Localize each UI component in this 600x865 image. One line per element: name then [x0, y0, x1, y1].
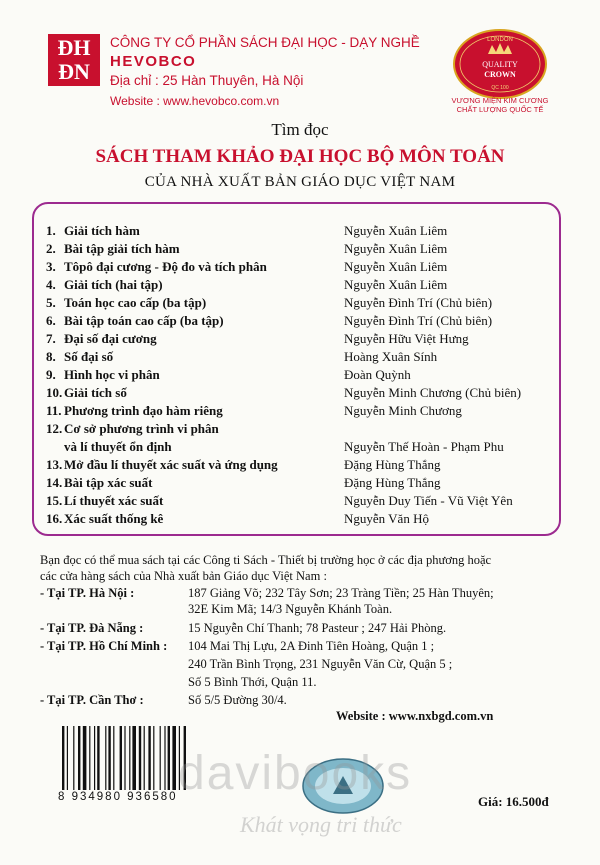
barcode-bar [153, 726, 154, 790]
city-hanoi: - Tại TP. Hà Nội : [40, 586, 135, 600]
watermark-slogan: Khát vọng tri thức [240, 812, 402, 837]
book-author: Nguyễn Thế Hoàn - Phạm Phu [344, 439, 504, 454]
book-title: Bài tập giải tích hàm [64, 241, 180, 256]
barcode-bar [78, 726, 80, 790]
address-line: Số 5 Bình Thới, Quận 11. [188, 675, 317, 689]
barcode-bar [120, 726, 122, 790]
quality-crown-badge [452, 28, 548, 100]
book-author: Nguyễn Đình Trí (Chủ biên) [344, 313, 493, 328]
book-number: 5. [46, 295, 56, 310]
barcode-bar [97, 726, 99, 790]
barcode-bar [108, 726, 110, 790]
city-cantho: - Tại TP. Cần Thơ : [40, 693, 144, 707]
book-number: 4. [46, 277, 56, 292]
book-title: Giải tích hàm [64, 223, 140, 238]
badge-top-text: LONDON [487, 37, 513, 43]
barcode-bar [132, 726, 136, 790]
book-number: 3. [46, 259, 56, 274]
barcode-bar [144, 726, 145, 790]
book-author: Nguyễn Văn Hộ [344, 511, 429, 526]
book-author: Nguyễn Xuân Liêm [344, 259, 448, 274]
book-author: Nguyễn Xuân Liêm [344, 223, 448, 238]
book-number: 16. [46, 511, 63, 526]
barcode-bar [67, 726, 68, 790]
book-author: Đặng Hùng Thắng [344, 457, 441, 472]
address-line: 15 Nguyễn Chí Thanh; 78 Pasteur ; 247 Hải Phòng. [188, 621, 447, 635]
book-list [32, 202, 561, 536]
book-title: Đại số đại cương [64, 331, 157, 346]
book-number: 6. [46, 313, 56, 328]
intro-line-1: Bạn đọc có thể mua sách tại các Công ti Sách - Thiết bị trường học ở các địa phương hoặc [40, 553, 492, 567]
barcode-bar [89, 726, 90, 790]
book-title: Cơ sở phương trình vi phân [64, 421, 219, 436]
book-author: Nguyễn Xuân Liêm [344, 277, 448, 292]
book-title: Lí thuyết xác suất [64, 493, 164, 508]
book-number: 9. [46, 367, 56, 382]
company-website[interactable]: Website : www.hevobco.com.vn [110, 94, 280, 108]
company-name: CÔNG TY CỔ PHẦN SÁCH ĐẠI HỌC - DẠY NGHỀ [110, 35, 420, 50]
barcode-bar [62, 726, 64, 790]
book-number: 14. [46, 475, 63, 490]
book-number: 13. [46, 457, 63, 472]
book-author: Hoàng Xuân Sính [344, 349, 438, 364]
barcode-number: 8 934980 936580 [58, 791, 178, 803]
barcode-bar [83, 726, 87, 790]
logo-bottom-text: ĐN [58, 59, 90, 84]
barcode-bar [148, 726, 150, 790]
intro-line-2: các cửa hàng sách của Nhà xuất bản Giáo dục Việt Nam : [40, 569, 327, 583]
book-author: Nguyễn Minh Chương (Chủ biên) [344, 385, 522, 400]
publisher-logo [48, 34, 100, 86]
book-author: Nguyễn Xuân Liêm [344, 241, 448, 256]
book-title-continued: và lí thuyết ổn định [64, 439, 172, 454]
watermark: davibooks [178, 747, 413, 800]
page-subtitle: CỦA NHÀ XUẤT BẢN GIÁO DỤC VIỆT NAM [144, 174, 456, 190]
barcode-bar [129, 726, 130, 790]
badge-caption-line1: VƯƠNG MIỆN KIM CƯƠNG [451, 96, 549, 105]
barcode-bar [124, 726, 125, 790]
badge-caption-line2: CHẤT LƯỢNG QUỐC TẾ [456, 105, 544, 114]
book-title: Xác suất thống kê [64, 511, 164, 526]
book-title: Toán học cao cấp (ba tập) [64, 295, 207, 310]
book-number: 10. [46, 385, 63, 400]
book-number: 2. [46, 241, 56, 256]
book-title: Giải tích số [64, 385, 127, 400]
barcode-bar [73, 726, 74, 790]
book-title: Mở đầu lí thuyết xác suất và ứng dụng [64, 457, 278, 472]
company-address: Địa chỉ : 25 Hàn Thuyên, Hà Nội [110, 73, 304, 88]
book-author: Nguyễn Duy Tiến - Vũ Việt Yên [344, 493, 513, 508]
book-number: 15. [46, 493, 63, 508]
book-number: 1. [46, 223, 56, 238]
barcode-bar [139, 726, 141, 790]
price-label: Giá: 16.500đ [478, 794, 549, 809]
book-title: Phương trình đạo hàm riêng [64, 403, 223, 418]
barcode-bar [94, 726, 95, 790]
badge-line1: QUALITY [482, 60, 518, 69]
book-number: 12. [46, 421, 63, 436]
book-title: Số đại số [64, 349, 114, 364]
book-author: Nguyễn Hữu Việt Hưng [344, 331, 469, 346]
book-number: 7. [46, 331, 56, 346]
book-title: Bài tập toán cao cấp (ba tập) [64, 313, 224, 328]
badge-line2: CROWN [484, 70, 516, 79]
address-line: 104 Mai Thị Lựu, 2A Đinh Tiên Hoàng, Quận 1 ; [188, 639, 435, 653]
book-number: 11. [46, 403, 62, 418]
barcode-bar [172, 726, 176, 790]
book-author: Đặng Hùng Thắng [344, 475, 441, 490]
barcode-bar [113, 726, 114, 790]
brand-name: HEVOBCO [110, 53, 197, 70]
address-line: 32E Kim Mã; 14/3 Nguyễn Khánh Toàn. [188, 602, 393, 616]
book-title: Bài tập xác suất [64, 475, 153, 490]
address-line: 187 Giảng Võ; 232 Tây Sơn; 23 Tràng Tiền; 25 Hàn Thuyên; [188, 586, 494, 600]
publisher-website[interactable]: Website : www.nxbgd.com.vn [336, 709, 494, 723]
book-author: Nguyễn Minh Chương [344, 403, 462, 418]
barcode-bar [105, 726, 106, 790]
barcode-bar [168, 726, 170, 790]
city-danang: - Tại TP. Đà Nẵng : [40, 621, 144, 635]
book-author: Đoàn Quỳnh [344, 367, 411, 382]
city-hcm: - Tại TP. Hồ Chí Minh : [40, 639, 168, 653]
book-title: Giải tích (hai tập) [64, 277, 163, 292]
lead-text: Tìm đọc [271, 120, 329, 139]
barcode-bar [164, 726, 165, 790]
barcode-bar [160, 726, 161, 790]
logo-top-text: ĐH [57, 35, 91, 60]
page-title: SÁCH THAM KHẢO ĐẠI HỌC BỘ MÔN TOÁN [95, 146, 505, 167]
book-author: Nguyễn Đình Trí (Chủ biên) [344, 295, 493, 310]
badge-tag: QC 100 [491, 85, 509, 91]
book-title: Hình học vi phân [64, 367, 160, 382]
address-line: Số 5/5 Đường 30/4. [188, 693, 287, 707]
book-title: Tôpô đại cương - Độ đo và tích phân [64, 259, 267, 274]
book-number: 8. [46, 349, 56, 364]
address-line: 240 Trần Bình Trọng, 231 Nguyễn Văn Cừ, Quận 5 ; [188, 657, 453, 671]
